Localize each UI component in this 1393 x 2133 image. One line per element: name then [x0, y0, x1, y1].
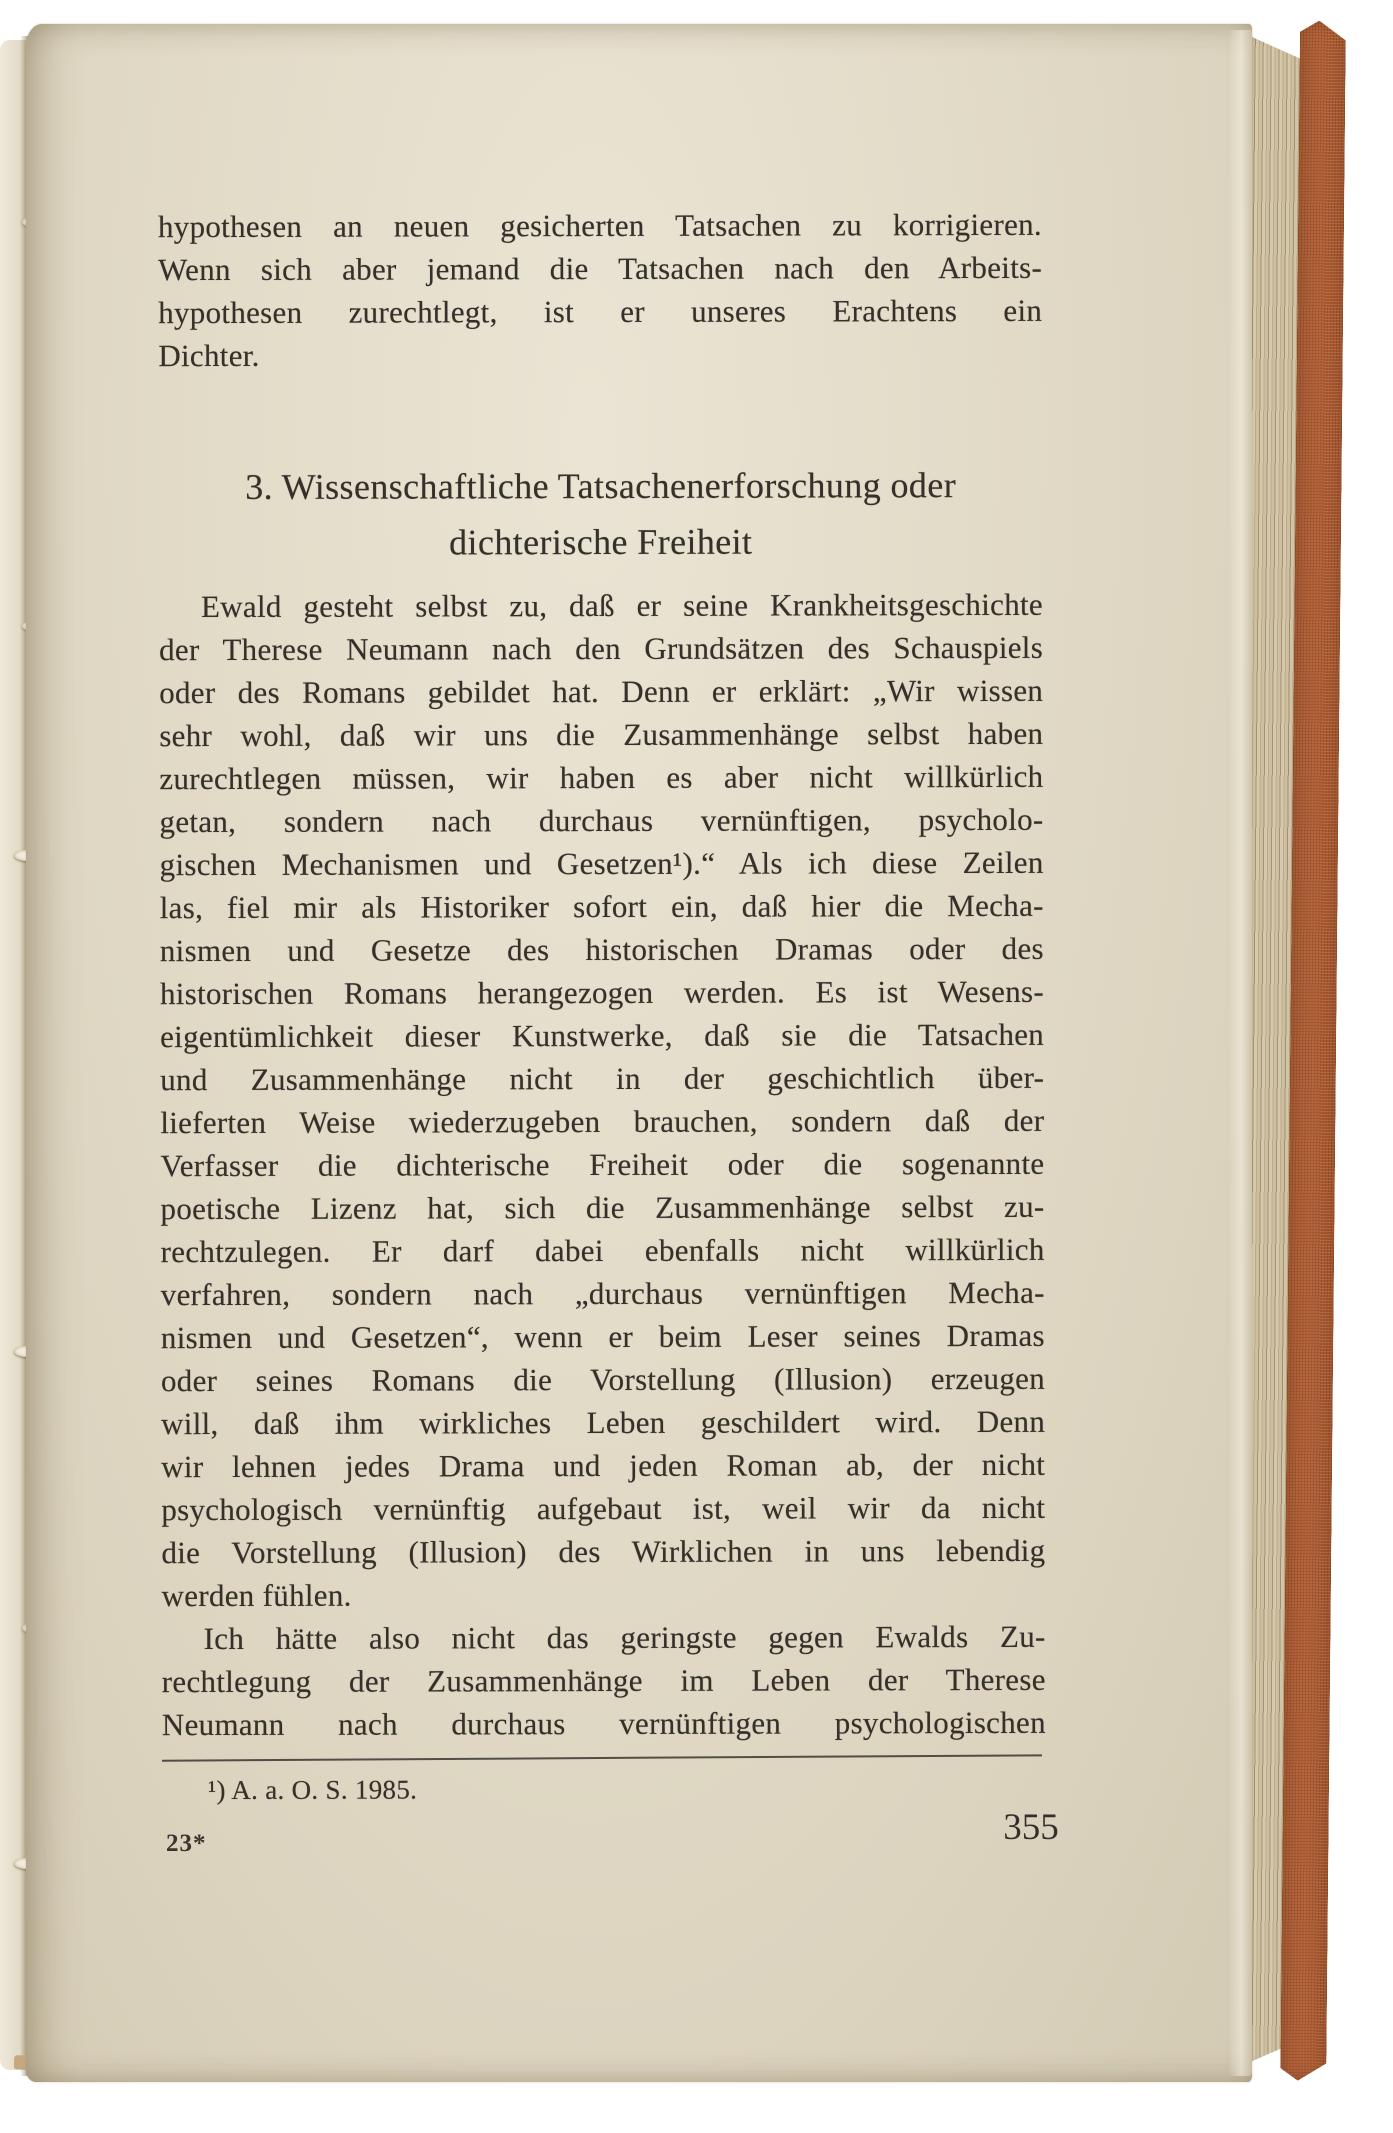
paragraph-continuation	[158, 203, 1042, 377]
text-line: sehr wohl, daß wir uns die Zusammenhänge selbst haben	[159, 715, 1044, 754]
text-line: will, daß ihm wirkliches Leben geschildert wird. Denn	[161, 1403, 1046, 1442]
section-heading-line1: 3. Wissenschaftliche Tatsachenerforschung oder	[245, 465, 957, 507]
text-line: werden fühlen.	[161, 1577, 352, 1614]
text-line: poetische Lizenz hat, sich die Zusammenhänge selbst zu-	[160, 1188, 1045, 1227]
book-page	[26, 24, 1252, 2082]
footnote: ¹) A. a. O. S. 1985.	[208, 1774, 418, 1806]
text-line: Verfasser die dichterische Freiheit oder die sogenannte	[160, 1145, 1045, 1184]
text-line: nismen und Gesetzen“, wenn er beim Leser seines Dramas	[160, 1317, 1045, 1356]
page-text	[158, 203, 1046, 1808]
text-line: nismen und Gesetze des historischen Dramas oder des	[159, 930, 1044, 969]
text-line: historischen Romans herangezogen werden. Es ist Wesens-	[159, 973, 1045, 1012]
text-line: oder seines Romans die Vorstellung (Illusion) erzeugen	[160, 1360, 1046, 1399]
text-line: Wenn sich aber jemand die Tatsachen nach den Arbeits-	[158, 249, 1043, 288]
text-line: zurechtlegen müssen, wir haben es aber nicht willkürlich	[159, 758, 1044, 797]
text-line: verfahren, sondern nach „durchaus vernünftigen Mecha-	[160, 1274, 1045, 1313]
page-number: 355	[1003, 1807, 1059, 1848]
text-line: und Zusammenhänge nicht in der geschichtlich über-	[160, 1059, 1045, 1098]
text-line: wir lehnen jedes Drama und jeden Roman ab, der nicht	[161, 1446, 1046, 1485]
text-line: eigentümlichkeit dieser Kunstwerke, daß sie die Tatsachen	[160, 1016, 1045, 1055]
text-line: rechtlegung der Zusammenhänge im Leben der Therese	[161, 1661, 1046, 1700]
text-line: der Therese Neumann nach den Grundsätzen des Schauspiels	[159, 629, 1044, 668]
text-line: rechtzulegen. Er darf dabei ebenfalls nicht willkürlich	[160, 1231, 1045, 1270]
paragraph-opening	[162, 1615, 1046, 1746]
text-line: gischen Mechanismen und Gesetzen¹).“ Als ich diese Zeilen	[159, 844, 1044, 883]
text-line: hypothesen zurechtlegt, ist er unseres Erachtens ein	[158, 292, 1043, 331]
section-heading	[159, 457, 1043, 571]
section-heading-line2: dichterische Freiheit	[449, 521, 753, 563]
text-line: die Vorstellung (Illusion) des Wirklichen in uns lebendig	[161, 1532, 1046, 1571]
text-line: Neumann nach durchaus vernünftigen psychologischen	[161, 1704, 1046, 1743]
text-line: lieferten Weise wiederzugeben brauchen, sondern daß der	[160, 1102, 1045, 1141]
text-line: hypothesen an neuen gesicherten Tatsachen zu korrigieren.	[157, 206, 1043, 245]
text-line: Ich hätte also nicht das geringste gegen Ewalds Zu-	[203, 1618, 1046, 1657]
text-line: oder des Romans gebildet hat. Denn er erklärt: „Wir wissen	[159, 672, 1044, 711]
text-line: Ewald gesteht selbst zu, daß er seine Krankheitsgeschichte	[200, 586, 1043, 625]
text-line: las, fiel mir als Historiker sofort ein, daß hier die Mecha-	[159, 887, 1044, 926]
footnote-separator	[162, 1754, 1042, 1761]
text-line: psychologisch vernünftig aufgebaut ist, weil wir da nicht	[161, 1489, 1046, 1528]
signature-mark: 23*	[166, 1830, 207, 1857]
text-line: Dichter.	[158, 337, 260, 374]
paragraph-body	[159, 583, 1046, 1617]
text-line: getan, sondern nach durchaus vernünftigen, psycholo-	[159, 801, 1044, 840]
